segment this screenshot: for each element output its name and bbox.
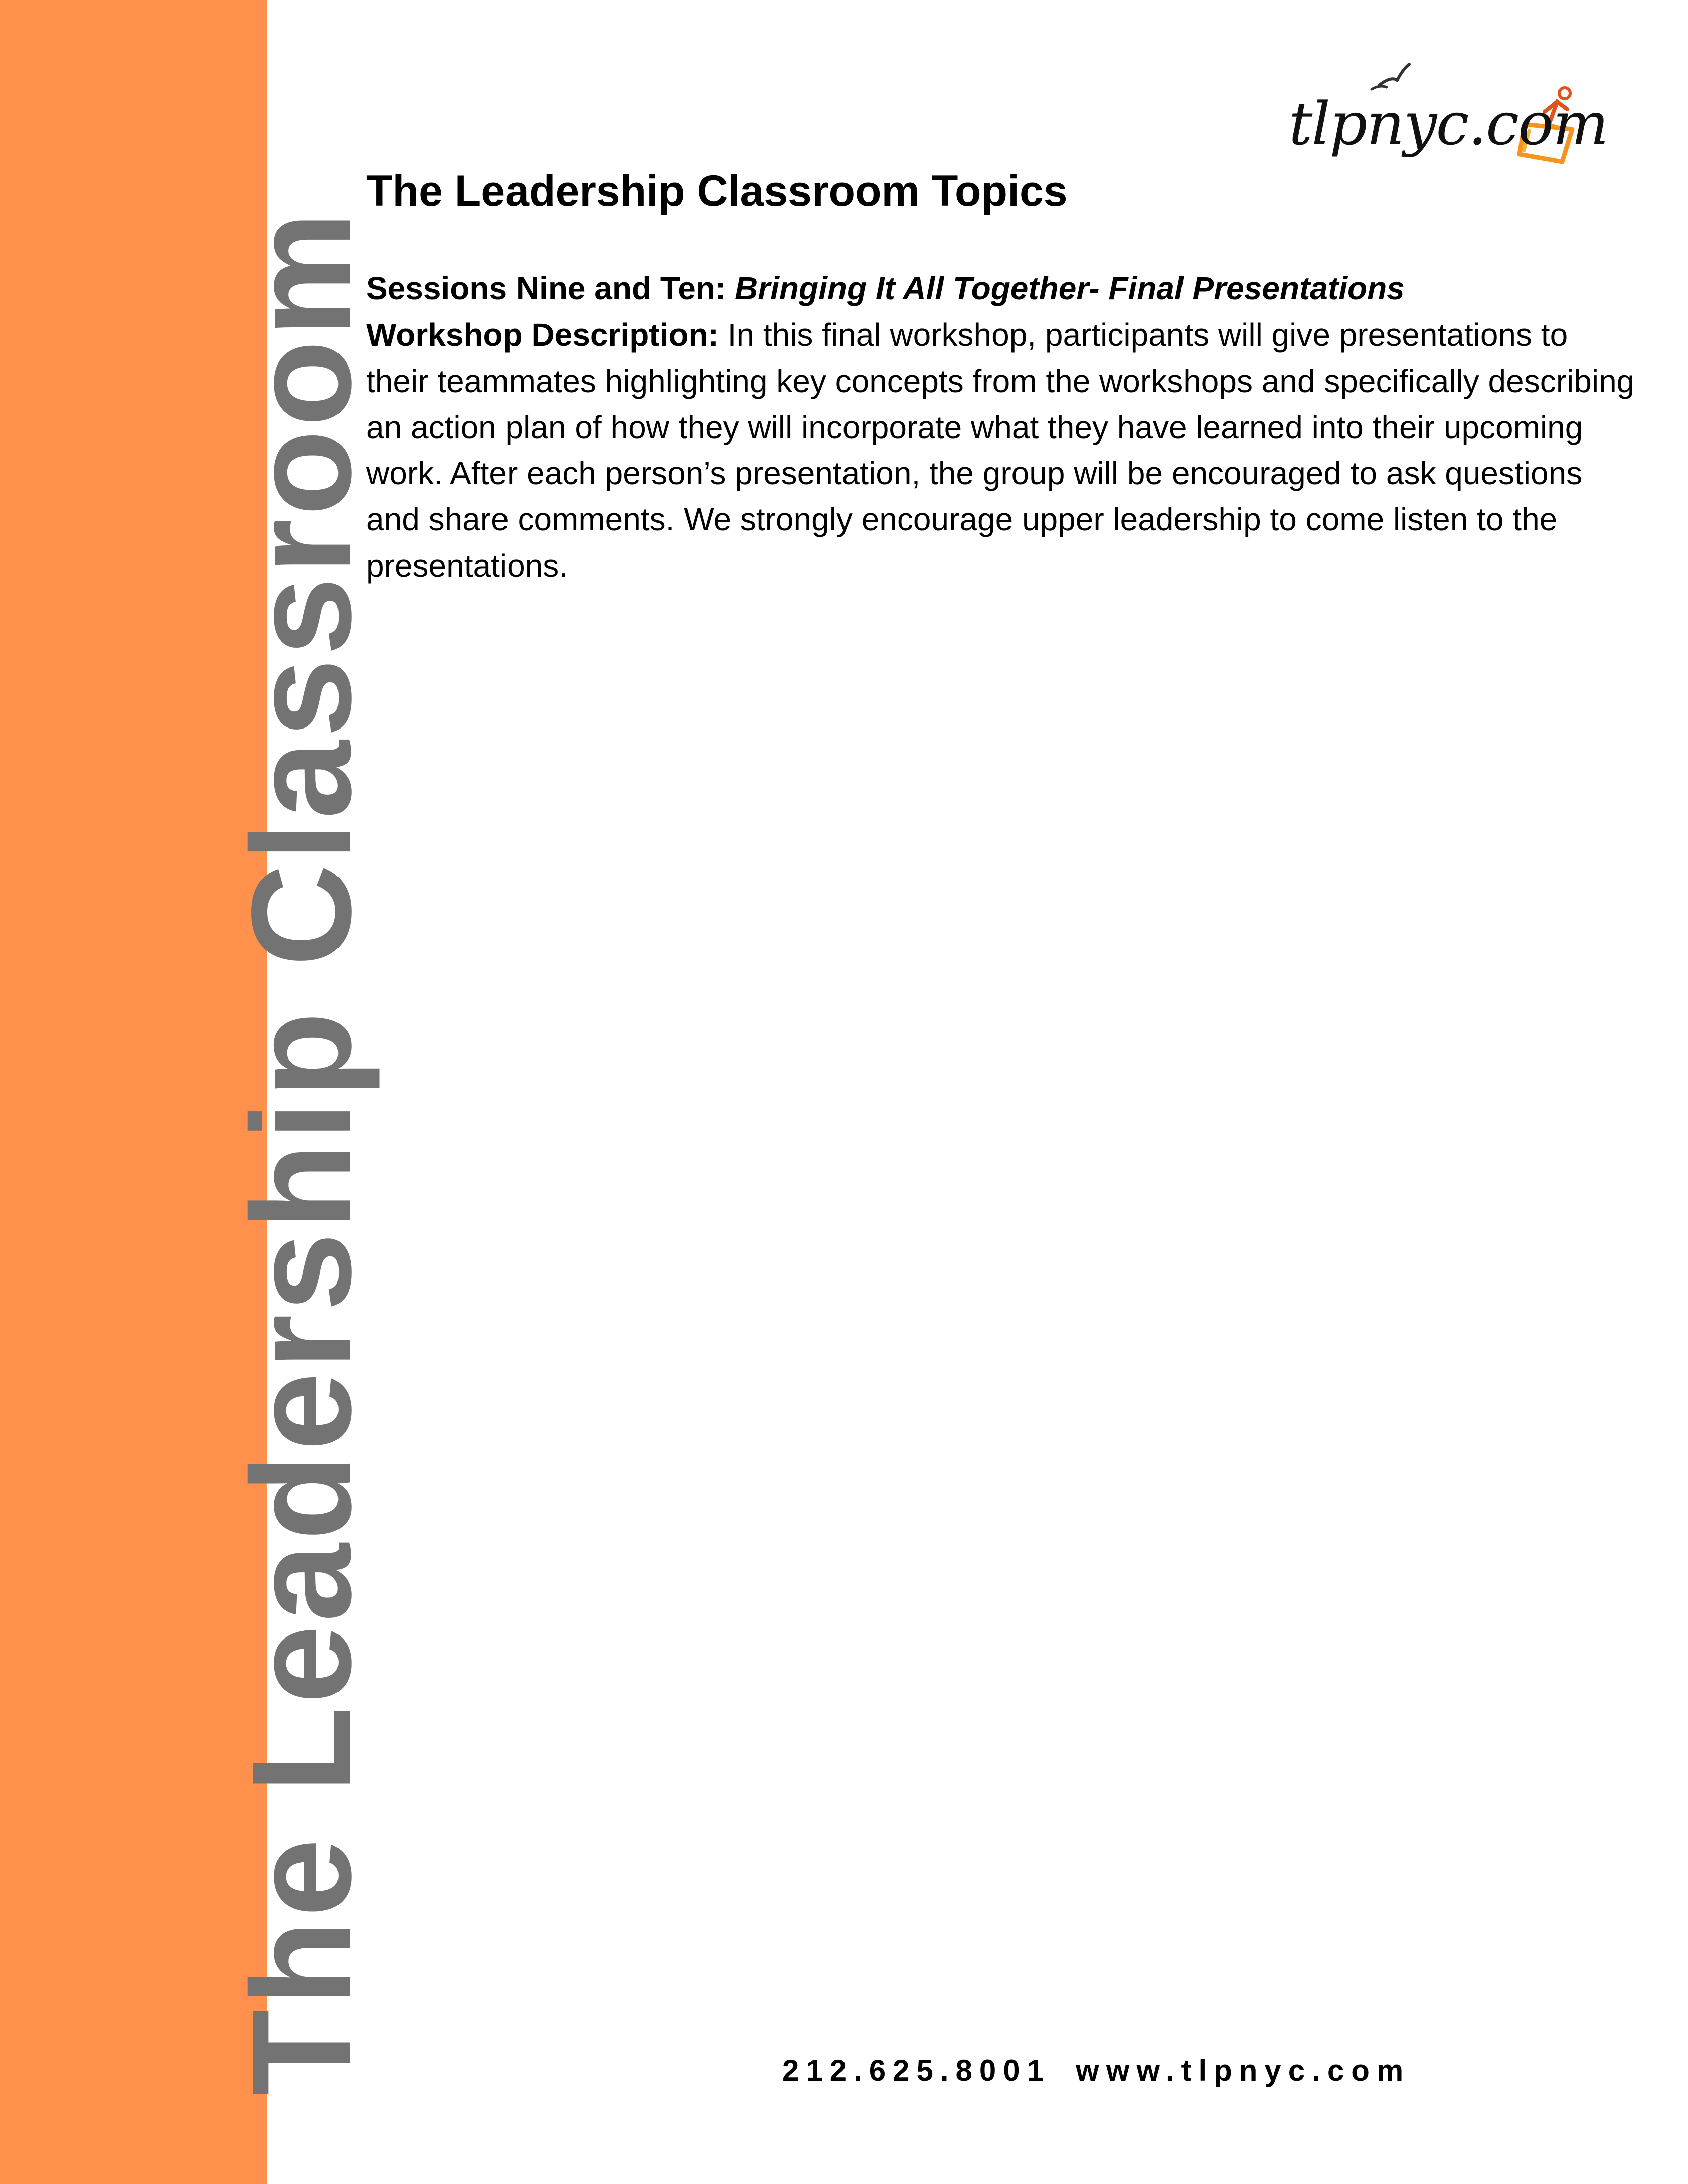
sidebar-band [0, 0, 380, 2184]
session-label: Sessions Nine and Ten: [366, 270, 726, 307]
session-heading [366, 265, 1635, 312]
footer-phone: 212.625.8001 [782, 2054, 1051, 2087]
footer-contact [782, 2053, 1410, 2088]
sidebar-title: The Leadership Classroom [222, 208, 380, 2096]
logo-text: tlpnyc.com [1289, 89, 1608, 158]
logo [1284, 54, 1608, 185]
description-text: In this final workshop, participants will give presentations to their teammates highlighting key concepts from the workshops and specifically describing an action plan of how they will incorporate what they have learned into their upcoming work. After each person’s presentation, the group will be encouraged to ask questions and share comments. We strongly encourage upper leadership to come listen to the presentations. [366, 316, 1635, 584]
description-label: Workshop Description: [366, 316, 719, 353]
page-title: The Leadership Classroom Topics [366, 167, 1068, 215]
session-title: Bringing It All Together- Final Presentations [734, 270, 1405, 307]
footer-website-link[interactable]: www.tlpnyc.com [1076, 2054, 1411, 2087]
document-body [366, 165, 1635, 589]
workshop-description [366, 312, 1635, 589]
